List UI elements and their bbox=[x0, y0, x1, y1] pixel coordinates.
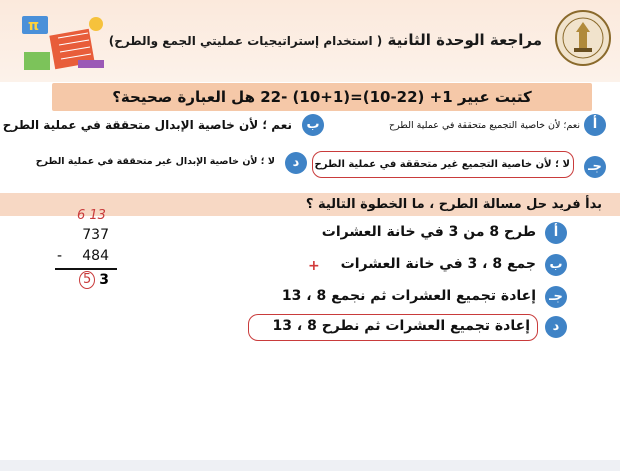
unit-subtitle: ( استخدام إستراتيجيات عمليتي الجمع والطرح) bbox=[108, 34, 383, 48]
svg-text:π: π bbox=[28, 18, 40, 34]
ministry-logo-icon bbox=[554, 8, 612, 68]
q2-option-c-badge[interactable]: جـ bbox=[545, 286, 567, 308]
result-digit: 3 bbox=[99, 272, 109, 288]
q2-option-d[interactable]: إعادة تجميع العشرات ثم نطرح 8 ، 13 bbox=[272, 318, 530, 334]
result-circle-mark bbox=[79, 271, 95, 289]
question-1-text: كتبت عبير 1+ (22-10)=(1+10) -22 هل العبارة صحيحة؟ bbox=[52, 83, 592, 111]
math-illustration-icon bbox=[18, 12, 108, 78]
unit-title: مراجعة الوحدة الثانية bbox=[387, 31, 542, 49]
page-title bbox=[102, 31, 542, 49]
q2-option-b-badge[interactable]: ب bbox=[545, 254, 567, 276]
question-2-text: بدأ فريد حل مسالة الطرح ، ما الخطوة التالية ؟ bbox=[0, 193, 620, 216]
subtrahend: 484 bbox=[82, 248, 109, 264]
q2-option-a[interactable]: طرح 8 من 3 في خانة العشرات bbox=[321, 224, 536, 240]
q1-option-c[interactable]: لا ؛ لأن خاصية التجميع غير متحققة في عملية الطرح bbox=[314, 159, 570, 170]
option-c-badge[interactable]: جـ bbox=[584, 156, 606, 178]
subtraction-line bbox=[55, 268, 117, 270]
marker-star: + bbox=[308, 258, 320, 274]
result-circled: 5 bbox=[83, 272, 92, 287]
header-banner bbox=[0, 0, 620, 82]
option-b-badge[interactable]: ب bbox=[302, 114, 324, 136]
q2-option-a-badge[interactable]: أ bbox=[545, 222, 567, 244]
option-d-badge[interactable]: د bbox=[285, 152, 307, 174]
q1-option-d[interactable]: لا ؛ لأن خاصية الإبدال غير متحققة في عملية الطرح bbox=[35, 156, 275, 167]
q1-option-a[interactable]: نعم؛ لأن خاصية التجميع متحققة في عملية الطرح bbox=[388, 120, 580, 131]
bottom-bar bbox=[0, 460, 620, 471]
q2-option-c[interactable]: إعادة تجميع العشرات ثم نجمع 8 ، 13 bbox=[281, 288, 536, 304]
q2-option-b[interactable]: جمع 8 ، 3 في خانة العشرات bbox=[340, 256, 536, 272]
q2-option-d-badge[interactable]: د bbox=[545, 316, 567, 338]
minus-sign: - bbox=[57, 248, 63, 264]
carry-annotation: 6 13 bbox=[77, 208, 106, 223]
q1-option-b[interactable]: نعم ؛ لأن خاصية الإبدال متحققة في عملية الطرح bbox=[2, 118, 292, 132]
option-a-badge[interactable]: أ bbox=[584, 114, 606, 136]
minuend: 737 bbox=[82, 227, 109, 243]
subtraction-work bbox=[55, 208, 117, 292]
